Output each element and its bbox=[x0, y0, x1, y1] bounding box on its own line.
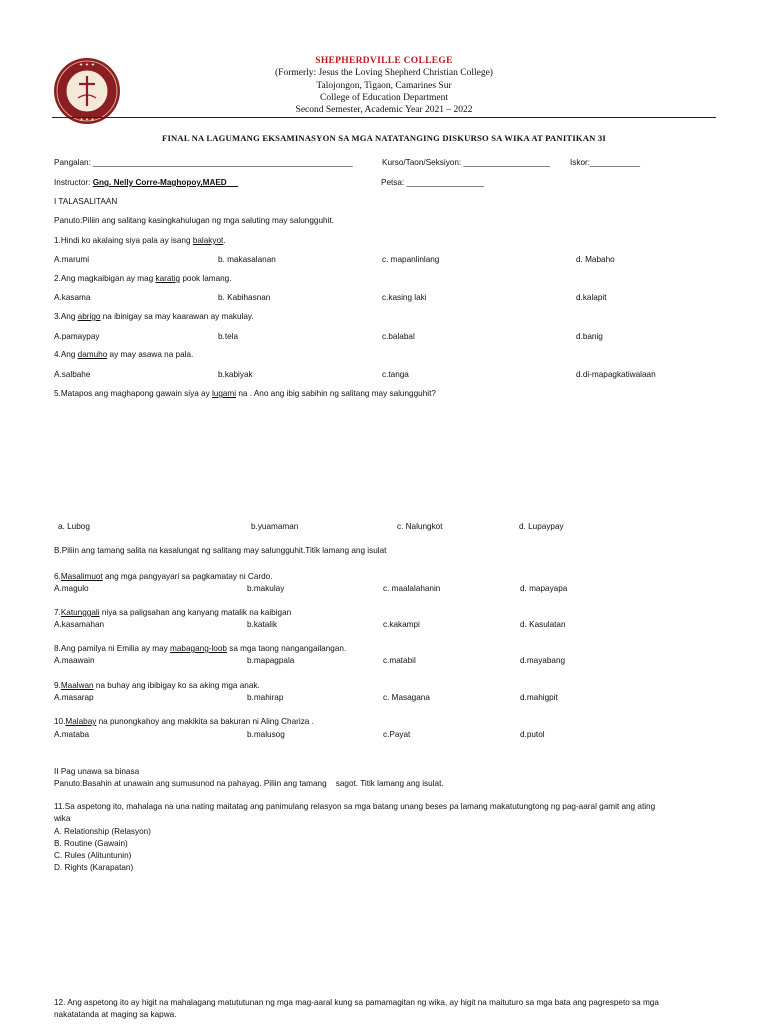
choice-d: d.banig bbox=[576, 332, 603, 341]
school-name: SHEPHERDVILLE COLLEGE bbox=[315, 56, 453, 66]
choice-b: b.makulay bbox=[247, 584, 285, 593]
department-line: College of Education Department bbox=[320, 93, 448, 103]
choice-d: D. Rights (Karapatan) bbox=[54, 863, 134, 872]
section-b-instructions: B.Piliin ang tamang salita na kasalungat ng salitang may salungguhit.Titik lamang ang isulat bbox=[54, 546, 387, 555]
question-11: 11.Sa aspetong ito, mahalaga na una nating maitatag ang panimulang relasyon sa mga batang unang beses pa lamang makatutungtong ng pag-aaral gamit ang ating bbox=[54, 802, 656, 811]
question-4: 4.Ang damuho ay may asawa na pala. bbox=[54, 350, 194, 359]
question-9: 9.Maalwan na buhay ang ibibigay ko sa aking mga anak. bbox=[54, 681, 260, 690]
date-field: Petsa: _________________ bbox=[381, 178, 484, 187]
choice-d: d.di-mapagkatiwalaan bbox=[576, 370, 656, 379]
underlined-word: karatig bbox=[155, 274, 181, 283]
choice-b: b.yuamaman bbox=[251, 522, 299, 531]
choice-d: d.mayabang bbox=[520, 656, 566, 665]
underlined-word: mabagang-loob bbox=[170, 644, 227, 653]
svg-text:✦ ✦ ✦: ✦ ✦ ✦ bbox=[79, 118, 95, 123]
section-heading: I TALASALITAAN bbox=[54, 197, 118, 206]
choice-a: A.magulo bbox=[54, 584, 89, 593]
address-line: Talojongon, Tigaon, Camarines Sur bbox=[316, 81, 452, 91]
choice-a: a. Lubog bbox=[58, 522, 90, 531]
choice-a: A.kasama bbox=[54, 293, 91, 302]
choice-a: A.pamaypay bbox=[54, 332, 100, 341]
choice-c: c. Nalungkot bbox=[397, 522, 443, 531]
instructor-line bbox=[54, 178, 238, 188]
underlined-word: Katunggali bbox=[60, 608, 100, 617]
formerly-line: (Formerly: Jesus the Loving Shepherd Christian College) bbox=[275, 68, 493, 78]
choice-b: b.mapagpala bbox=[247, 656, 295, 665]
choice-d: d. Kasulatan bbox=[520, 620, 566, 629]
svg-text:✦ ✦ ✦: ✦ ✦ ✦ bbox=[78, 62, 96, 69]
choice-c: c. mapanlinlang bbox=[382, 255, 440, 264]
instructor-trail bbox=[227, 178, 238, 187]
instructor-name: Gng. Nelly Corre-Maghopoy,MAED bbox=[92, 178, 227, 187]
choice-a: A.masarap bbox=[54, 693, 94, 702]
choice-d: d. Lupaypay bbox=[519, 522, 564, 531]
name-field: Pangalan: _________________________________________________________ bbox=[54, 158, 353, 167]
choice-a: A.mataba bbox=[54, 730, 90, 739]
choice-b: b.malusog bbox=[247, 730, 285, 739]
choice-b: B. Routine (Gawain) bbox=[54, 839, 128, 848]
choice-c: c.kasing laki bbox=[382, 293, 427, 302]
instructions: Panuto:Piliin ang salitang kasingkahulugan ng mga saluting may salungguhit. bbox=[54, 216, 334, 225]
question-8: 8.Ang pamilya ni Emilia ay may mabagang-loob sa mga taong nangangailangan. bbox=[54, 644, 347, 653]
question-3: 3.Ang abrigo na ibinigay sa may kaarawan ay makulay. bbox=[54, 312, 254, 321]
choice-a: A.marumi bbox=[54, 255, 90, 264]
underlined-word: Masalimuot bbox=[60, 572, 103, 581]
choice-c: c. Masagana bbox=[383, 693, 430, 702]
choice-b: b. makasalanan bbox=[218, 255, 276, 264]
header-divider bbox=[52, 117, 716, 118]
choice-d: d. mapayapa bbox=[520, 584, 568, 593]
question-7: 7.Katunggali niya sa paligsahan ang kanyang matalik na kaibigan bbox=[54, 608, 292, 617]
choice-b: b.kabiyak bbox=[218, 370, 253, 379]
underlined-word: lugami bbox=[211, 389, 237, 398]
underlined-word: balakyot bbox=[192, 236, 224, 245]
semester-line: Second Semester, Academic Year 2021 – 2022 bbox=[295, 105, 473, 115]
choice-c: c.Payat bbox=[383, 730, 411, 739]
choice-b: b.katalik bbox=[247, 620, 278, 629]
underlined-word: Maalwan bbox=[60, 681, 94, 690]
underlined-word: abrigo bbox=[77, 312, 101, 321]
underlined-word: damuho bbox=[77, 350, 108, 359]
choice-b: b.tela bbox=[218, 332, 239, 341]
question-12-cont: nakatatanda at maging sa kapwa. bbox=[54, 1010, 177, 1019]
choice-c: c.kakampi bbox=[383, 620, 420, 629]
question-10: 10.Malabay na punongkahoy ang makikita sa bakuran ni Aling Chariza . bbox=[54, 717, 314, 726]
question-11-cont: wika bbox=[54, 814, 71, 823]
question-12: 12. Ang aspetong ito ay higit na mahalagang matututunan ng mga mag-aaral kung sa pamamagitan ng wika, ay higit na maituturo sa mga bata ang pagrespeto sa mga bbox=[54, 998, 659, 1007]
choice-c: c. maalalahanin bbox=[383, 584, 441, 593]
choice-d: d.putol bbox=[520, 730, 545, 739]
choice-a: A.maawain bbox=[54, 656, 95, 665]
score-field: Iskor:___________ bbox=[570, 158, 641, 167]
choice-c: c.balabal bbox=[382, 332, 415, 341]
choice-c: c.tanga bbox=[382, 370, 409, 379]
question-2: 2.Ang magkaibigan ay mag karatig pook lamang. bbox=[54, 274, 232, 283]
choice-d: d.mahigpit bbox=[520, 693, 558, 702]
question-5: 5.Matapos ang maghapong gawain siya ay lugami na . Ano ang ibig sabihin ng salitang may salungguhit? bbox=[54, 389, 436, 398]
choice-d: d. Mabaho bbox=[576, 255, 615, 264]
question-1: 1.Hindi ko akalaing siya pala ay isang balakyot. bbox=[54, 236, 226, 245]
exam-title: FINAL NA LAGUMANG EKSAMINASYON SA MGA NATATANGING DISKURSO SA WIKA AT PANITIKAN 3I bbox=[162, 133, 606, 143]
choice-c: c.matabil bbox=[383, 656, 416, 665]
choice-b: b. Kabihasnan bbox=[218, 293, 271, 302]
instructor-label: Instructor: bbox=[54, 178, 91, 187]
choice-b: b.mahirap bbox=[247, 693, 284, 702]
choice-a: A.kasamahan bbox=[54, 620, 105, 629]
underlined-word: Malabay bbox=[65, 717, 97, 726]
choice-d: d.kalapit bbox=[576, 293, 607, 302]
choice-c: C. Rules (Alituntunin) bbox=[54, 851, 132, 860]
section-2-heading: II Pag unawa sa binasa bbox=[54, 767, 140, 776]
section-2-instructions: Panuto:Basahin at unawain ang sumusunod na pahayag. Piliin ang tamang sagot. Titik lamang ang isulat. bbox=[54, 779, 444, 788]
question-6: 6.Masalimuot ang mga pangyayari sa pagkamatay ni Cardo. bbox=[54, 572, 273, 581]
choice-a: A. Relationship (Relasyon) bbox=[54, 827, 151, 836]
choice-a: A.salbahe bbox=[54, 370, 91, 379]
course-field: Kurso/Taon/Seksiyon: ___________________ bbox=[382, 158, 550, 167]
